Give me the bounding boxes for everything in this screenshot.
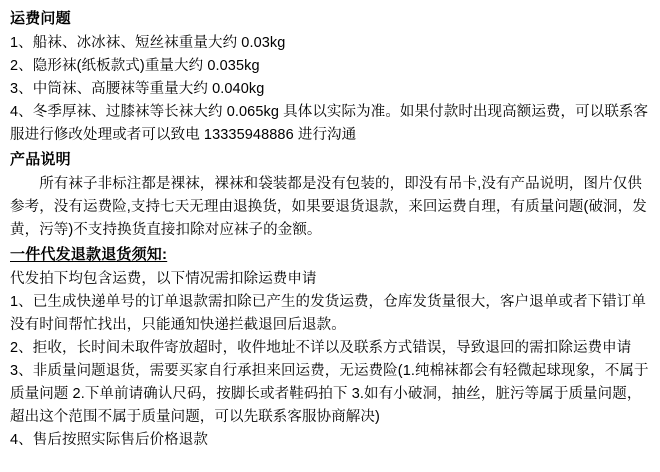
- section-heading-product: 产品说明: [10, 151, 71, 168]
- dropship-item-4: 4、售后按照实际售后价格退款: [10, 432, 208, 448]
- product-description-paragraph: 所有袜子非标注都是裸袜，裸袜和袋装都是没有包装的，即没有吊卡,没有产品说明，图片仅供参考，没有运费险,支持七天无理由退换货，如果要退货退款，来回运费自理，有质量问题(破洞，发黄，污等)不支持换货直接扣除对应袜子的金额。: [10, 176, 647, 238]
- shipping-line-4: 4、冬季厚袜、过膝袜等长袜大约 0.065kg 具体以实际为准。如果付款时出现高额运费，可以联系客服进行修改处理或者可以致电 13335948886 进行沟通: [10, 104, 649, 143]
- section-shipping: [10, 8, 650, 147]
- shipping-line-1: 1、船袜、冰冰袜、短丝袜重量大约 0.03kg: [10, 35, 286, 51]
- section-heading-dropship: 一件代发退款退货须知:: [10, 246, 168, 263]
- shipping-line-2: 2、隐形袜(纸板款式)重量大约 0.035kg: [10, 58, 260, 74]
- shipping-line-3: 3、中筒袜、高腰袜等重量大约 0.040kg: [10, 81, 265, 97]
- dropship-item-1: 1、已生成快递单号的订单退款需扣除已产生的发货运费，仓库发货量很大，客户退单或者下错订单没有时间帮忙找出，只能通知快递拦截退回后退款。: [10, 294, 646, 333]
- section-product-description: [10, 149, 650, 242]
- dropship-item-2: 2、拒收，长时间未取件寄放超时，收件地址不详以及联系方式错误，导致退回的需扣除运费申请: [10, 340, 632, 356]
- dropship-intro-line: 代发拍下均包含运费，以下情况需扣除运费申请: [10, 271, 317, 287]
- dropship-item-3: 3、非质量问题退货，需要买家自行承担来回运费，无运费险(1.纯棉袜都会有轻微起球现象，不属于质量问题 2.下单前请确认尺码，按脚长或者鞋码拍下 3.如有小破洞，抽丝，脏污等属于质量问题，超出这个范围不属于质量问题，可以先联系客服协商解决): [10, 363, 649, 425]
- section-dropship-refund-notice: [10, 244, 650, 452]
- section-heading-shipping: 运费问题: [10, 10, 71, 27]
